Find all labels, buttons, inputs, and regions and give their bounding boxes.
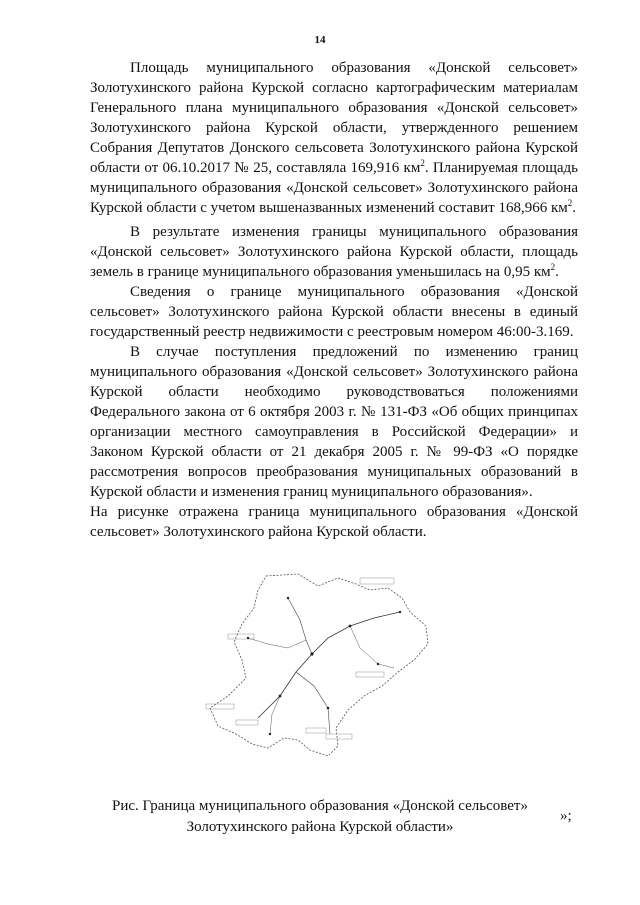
paragraph-area-text-1: Площадь муниципального образования «Донской сельсовет» Золотухинского района Курской согласно картографическим материалам Генерального плана муниципального образования «Донской сельсовет» Золотухинского района Курской области, утвержденного решением Собрания Депутатов Донского сельсовета Золотухинского района Курской области от 06.10.2017 № 25, составляла 169,916 км (90, 60, 578, 176)
map-label-boxes (206, 578, 394, 739)
paragraph-area-text-2: . Планируемая площадь муниципального образования «Донской сельсовет» Золотухинского района Курской области с учетом вышеназванных изменений составит 168,966 км (90, 160, 579, 216)
road-secondary (288, 598, 312, 654)
boundary-outline (210, 574, 428, 756)
superscript-2: 2 (567, 198, 573, 208)
paragraph-registry: Сведения о границе муниципального образования «Донской сельсовет» Золотухинского района Курской области внесены в единый государственный реестр недвижимости с реестровым номером 46:00-3.169. (90, 284, 578, 340)
road-main (258, 612, 400, 718)
closing-mark: »; (560, 808, 572, 824)
figure-caption (60, 796, 580, 838)
road-tertiary (296, 672, 330, 734)
superscript-2: 2 (420, 158, 425, 168)
road-west (248, 638, 306, 648)
road-east (350, 626, 394, 668)
boundary-map-drawing (188, 568, 438, 764)
caption-line-1: Рис. Граница муниципального образования «Донской сельсовет» (112, 798, 528, 814)
boundary-map-figure (188, 568, 438, 764)
paragraph-legislation: В случае поступления предложений по изменению границ муниципального образования «Донской сельсовет» Золотухинского района Курской области необходимо руководствоваться положениями Федерального закона от 6 октября 2003 г. № 131-ФЗ «Об общих принципах организации местного самоуправления в Российской Федерации» и Законом Курской области от 21 декабря 2005 г. № 99-ФЗ «О порядке рассмотрения вопросов преобразования муниципальных образований в Курской области и изменения границ муниципального образования». (90, 344, 578, 500)
paragraph-boundary-change-text-1: В результате изменения границы муниципального образования «Донской сельсовет» Золотухинского района Курской области, площадь земель в границе муниципального образования уменьшилась на 0,95 км (90, 224, 578, 280)
page-number: 14 (314, 34, 326, 46)
paragraph-boundary-change (90, 222, 578, 282)
settlement-markers (247, 597, 401, 735)
caption-line-2: Золотухинского района Курской области» (186, 819, 454, 835)
paragraph-figure-intro: На рисунке отражена граница муниципального образования «Донской сельсовет» Золотухинского района Курской области. (90, 504, 578, 540)
superscript-2: 2 (550, 262, 556, 272)
paragraph-area-text-3: . (572, 200, 576, 216)
road-south (270, 696, 280, 734)
paragraph-boundary-change-text-2: . (555, 264, 559, 280)
document-body (90, 58, 578, 542)
paragraph-area (90, 58, 578, 218)
